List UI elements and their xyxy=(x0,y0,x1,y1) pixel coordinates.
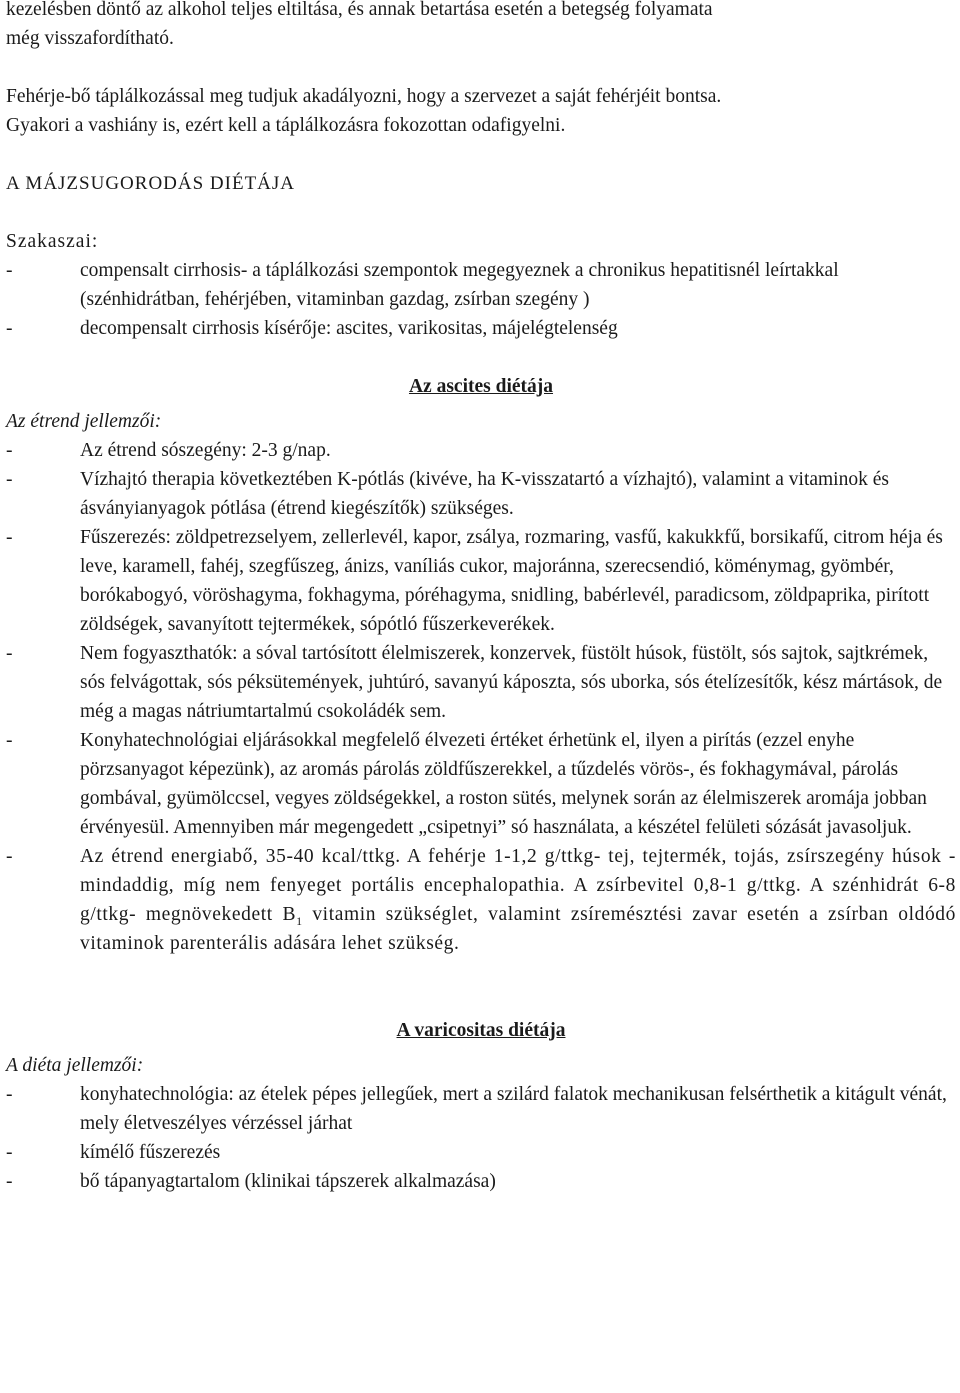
varicositas-diet-label: A diéta jellemzői: xyxy=(6,1055,144,1076)
stages-label: Szakaszai: xyxy=(6,231,99,252)
intro-paragraph xyxy=(6,0,956,53)
intro-line-1: kezelésben döntő az alkohol teljes eltiltása, és annak betartása esetén a betegség folyamata xyxy=(6,0,713,20)
intro-line-2: még visszafordítható. xyxy=(6,28,174,49)
cirrhosis-heading: A MÁJZSUGORODÁS DIÉTÁJA xyxy=(6,173,296,194)
ascites-title: Az ascites diétája xyxy=(408,376,554,397)
vitamin-subscript: 1 xyxy=(296,913,303,928)
list-item: - Nem fogyaszthatók: a sóval tartósított élelmiszerek, konzervek, füstölt húsok, füstölt, sós sajtok, sajtkrémek, sós felvágottak, sós péksütemények, juhtúró, savanyú káposzta, sós uborka, sós ételízesítők, kész mártások, de még a magas nátriumtartalmú csokoládék sem. xyxy=(6,639,956,726)
energy-text-end: vitamin szükséglet, valamint zsíremésztési zavar esetén a zsírban oldódó vitaminok parenterális adására lehet szükség. xyxy=(80,904,956,954)
list-item: - Az étrend sószegény: 2-3 g/nap. xyxy=(6,436,956,465)
list-item: - konyhatechnológia: az ételek pépes jellegűek, mert a szilárd falatok mechanikusan felsérthetik a kitágult vénát, mely életveszélyes vérzéssel járhat xyxy=(6,1080,956,1138)
list-item: - kímélő fűszerezés xyxy=(6,1138,956,1167)
list-item: - compensalt cirrhosis- a táplálkozási szempontok megegyeznek a chronikus hepatitisnél leírtakkal (szénhidrátban, fehérjében, vitaminban gazdag, zsírban szegény ) xyxy=(6,256,956,314)
stages-list xyxy=(6,256,956,343)
document-page xyxy=(6,0,956,1196)
spacer xyxy=(6,53,956,82)
ascites-list xyxy=(6,436,956,958)
energy-list-item xyxy=(6,842,956,958)
list-item: - decompensalt cirrhosis kísérője: ascites, varikositas, májelégtelenség xyxy=(6,314,956,343)
ascites-diet-label: Az étrend jellemzői: xyxy=(6,411,162,432)
varicositas-list xyxy=(6,1080,956,1196)
protein-line-2: Gyakori a vashiány is, ezért kell a táplálkozásra fokozottan odafigyelni. xyxy=(6,115,566,136)
list-item: - Fűszerezés: zöldpetrezselyem, zellerlevél, kapor, zsálya, rozmaring, vasfű, kakukkfű, borsikafű, citrom héja és leve, karamell, fahéj, szegfűszeg, ánizs, vaníliás cukor, majoránna, szerecsendió, köménymag, gyömbér, borókabogyó, vöröshagyma, fokhagyma, póréhagyma, snidling, babérlevél, paradicsom, zöldpaprika, pirított zöldségek, savanyított tejtermékek, sópótló fűszerkeverékek. xyxy=(6,523,956,639)
varicositas-title: A varicositas diétája xyxy=(396,1020,566,1041)
energy-text-start: Az étrend energiabő, 35-40 kcal/ttkg. A fehérje 1-1,2 g/ttkg- tej, tejtermék, tojás, zsírszegény húsok - mindaddig, míg nem fenyeget portális encephalopathia. A zsírbevitel 0,8-1 g/ttkg. A szénhidrát 6-8 g/ttkg- megnövekedett B xyxy=(80,846,956,925)
protein-line-1: Fehérje-bő táplálkozással meg tudjuk akadályozni, hogy a szervezet a saját fehérjéit bontsa. xyxy=(6,86,722,107)
list-item: - Vízhajtó therapia következtében K-pótlás (kivéve, ha K-visszatartó a vízhajtó), valamint a vitaminok és ásványianyagok pótlása (étrend kiegészítők) szükséges. xyxy=(6,465,956,523)
list-item: - bő tápanyagtartalom (klinikai tápszerek alkalmazása) xyxy=(6,1167,956,1196)
protein-paragraph xyxy=(6,82,956,140)
list-item: - Konyhatechnológiai eljárásokkal megfelelő élvezeti értéket érhetünk el, ilyen a pirítás (ezzel enyhe pörzsanyagot képezünk), az aromás párolás zöldfűszerekkel, a tűzdelés vörös-, és fokhagymával, párolás gombával, gyümölccsel, vegyes zöldségekkel, a roston sütés, melynek során az élelmiszerek aromája jobban érvényesül. Amennyiben már megengedett „csipetnyi” só használata, a készétel felületi sózását javasoljuk. xyxy=(6,726,956,842)
